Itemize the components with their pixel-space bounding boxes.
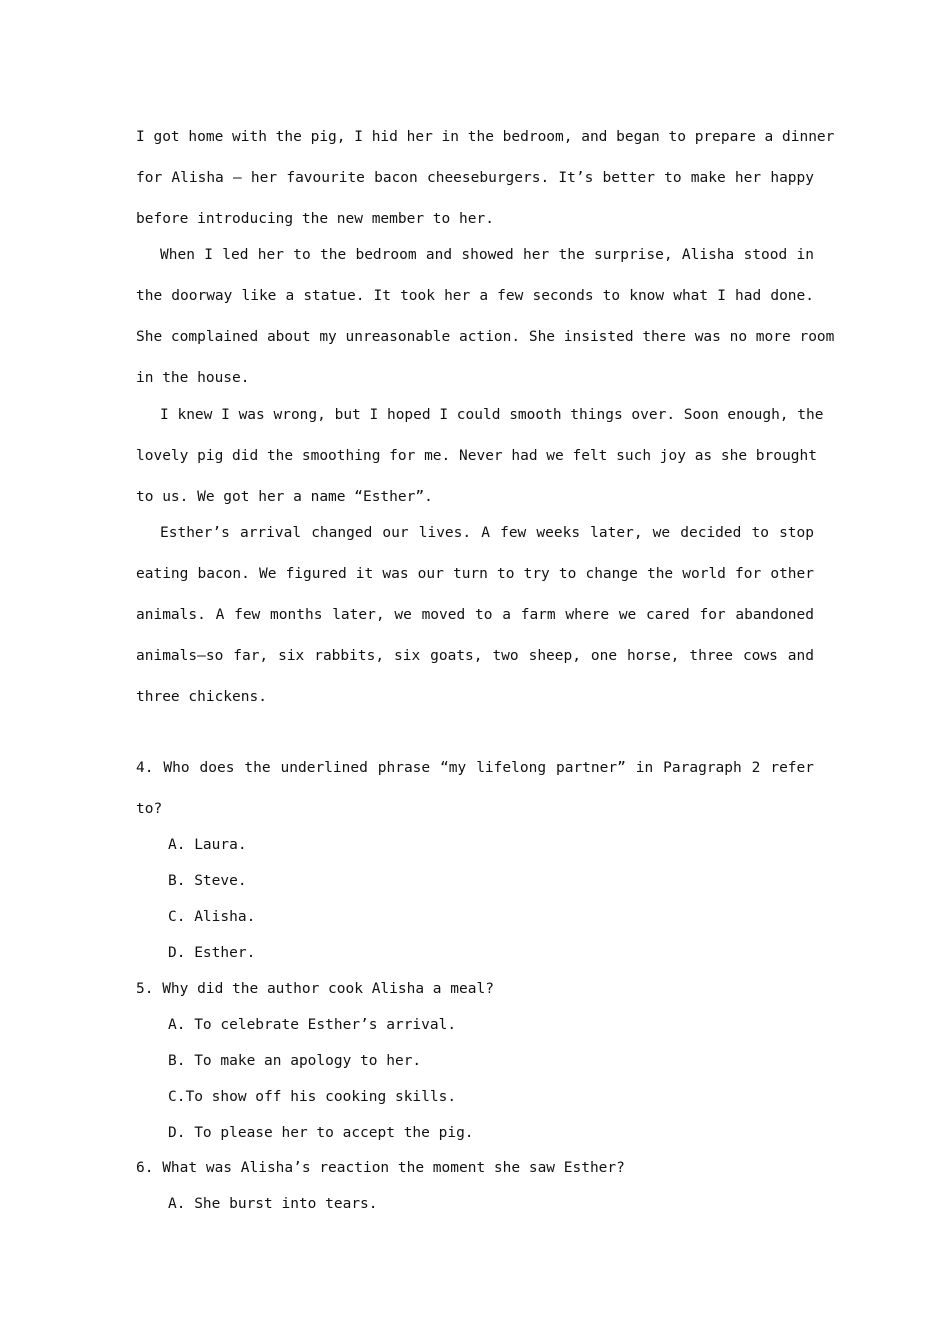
question-stem-line: 4. Who does the underlined phrase “my lifelong partner” in Paragraph 2 refer — [136, 760, 814, 776]
paragraph-line: I knew I was wrong, but I hoped I could smooth things over. Soon enough, the — [160, 407, 824, 423]
paragraph-line: She complained about my unreasonable action. She insisted there was no more room — [136, 329, 835, 345]
paragraph-line: for Alisha — her favourite bacon cheeseburgers. It’s better to make her happy — [136, 170, 814, 186]
question-5-option-d: D. To please her to accept the pig. — [168, 1125, 474, 1141]
question-4-option-b: B. Steve. — [168, 873, 247, 889]
question-stem-line: to? — [136, 801, 163, 817]
paragraph-line: the doorway like a statue. It took her a few seconds to know what I had done. — [136, 288, 814, 304]
question-5-option-c: C.To show off his cooking skills. — [168, 1089, 457, 1105]
question-6-stem: 6. What was Alisha’s reaction the moment she saw Esther? — [136, 1160, 625, 1176]
question-4-option-c: C. Alisha. — [168, 909, 256, 925]
paragraph-line: animals—so far, six rabbits, six goats, two sheep, one horse, three cows and — [136, 648, 814, 664]
paragraph-line: lovely pig did the smoothing for me. Never had we felt such joy as she brought — [136, 448, 817, 464]
question-5-option-a: A. To celebrate Esther’s arrival. — [168, 1017, 457, 1033]
paragraph-line: in the house. — [136, 370, 250, 386]
paragraph-line: before introducing the new member to her. — [136, 211, 494, 227]
paragraph-line: to us. We got her a name “Esther”. — [136, 489, 433, 505]
paragraph-line: Esther’s arrival changed our lives. A few weeks later, we decided to stop — [160, 525, 814, 541]
paragraph-line: animals. A few months later, we moved to a farm where we cared for abandoned — [136, 607, 814, 623]
question-4-option-a: A. Laura. — [168, 837, 247, 853]
question-4-option-d: D. Esther. — [168, 945, 256, 961]
question-6-option-a: A. She burst into tears. — [168, 1196, 378, 1212]
question-5-stem: 5. Why did the author cook Alisha a meal? — [136, 981, 494, 997]
question-5-option-b: B. To make an apology to her. — [168, 1053, 422, 1069]
paragraph-line: I got home with the pig, I hid her in the bedroom, and began to prepare a dinner — [136, 129, 835, 145]
paragraph-line: When I led her to the bedroom and showed her the surprise, Alisha stood in — [160, 247, 814, 263]
paragraph-line: eating bacon. We figured it was our turn to try to change the world for other — [136, 566, 814, 582]
paragraph-line: three chickens. — [136, 689, 267, 705]
